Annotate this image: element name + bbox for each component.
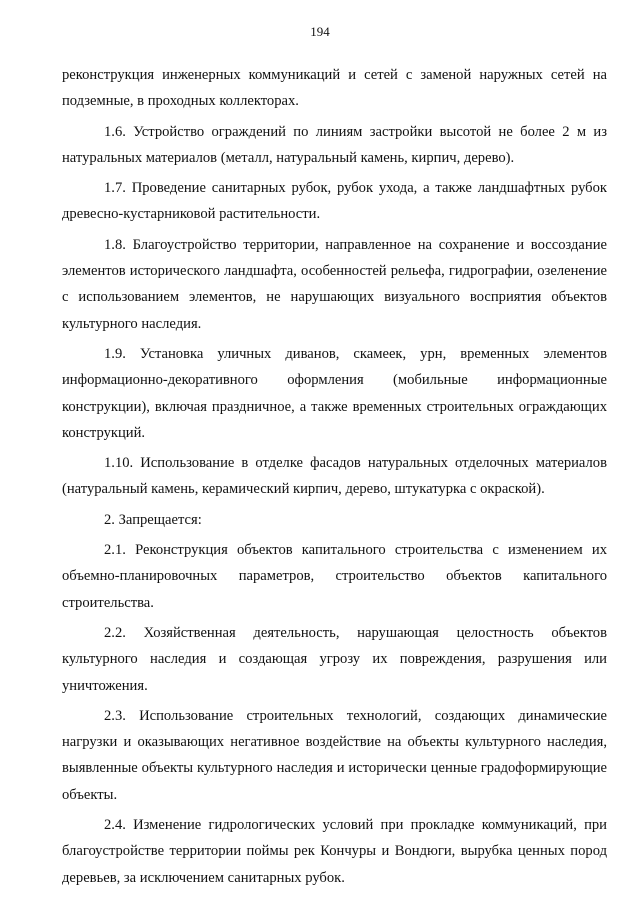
paragraph-1-8: 1.8. Благоустройство территории, направленное на сохранение и воссоздание элементов исторического ландшафта, особенностей рельефа, гидрографии, озеленение с использованием элементов, не нарушающих визуального восприятия объектов культурного наследия.	[62, 236, 607, 332]
paragraph-2-3: 2.3. Использование строительных технологий, создающих динамические нагрузки и оказывающих негативное воздействие на объекты культурного наследия, выявленные объекты культурного наследия и исторически ценные градоформирующие объекты.	[62, 707, 607, 803]
paragraph-1-6: 1.6. Устройство ограждений по линиям застройки высотой не более 2 м из натуральных материалов (металл, натуральный камень, кирпич, дерево).	[62, 123, 607, 166]
paragraph-1-7: 1.7. Проведение санитарных рубок, рубок ухода, а также ландшафтных рубок древесно-кустарниковой растительности.	[62, 180, 607, 223]
paragraph-2-1: 2.1. Реконструкция объектов капитального строительства с изменением их объемно-планировочных параметров, строительство объектов капитального строительства.	[62, 542, 607, 611]
document-body	[62, 62, 607, 895]
page-number: 194	[310, 24, 330, 39]
paragraph-2-2: 2.2. Хозяйственная деятельность, нарушающая целостность объектов культурного наследия и создающая угрозу их повреждения, разрушения или уничтожения.	[62, 624, 607, 694]
paragraph-continuation: реконструкция инженерных коммуникаций и сетей с заменой наружных сетей на подземные, в проходных коллекторах.	[62, 67, 607, 110]
paragraph-1-9: 1.9. Установка уличных диванов, скамеек, урн, временных элементов информационно-декоративного оформления (мобильные информационные конструкции), включая праздничное, а также временных строительных ограждающих конструкций.	[62, 345, 607, 441]
paragraph-2-heading: 2. Запрещается:	[104, 511, 202, 528]
paragraph-2-4: 2.4. Изменение гидрологических условий при прокладке коммуникаций, при благоустройстве территории поймы рек Кончуры и Вондюги, вырубка ценных пород деревьев, за исключением санитарных рубок.	[62, 817, 607, 886]
paragraph-1-10: 1.10. Использование в отделке фасадов натуральных отделочных материалов (натуральный камень, керамический кирпич, дерево, штукатурка с окраской).	[62, 455, 607, 498]
